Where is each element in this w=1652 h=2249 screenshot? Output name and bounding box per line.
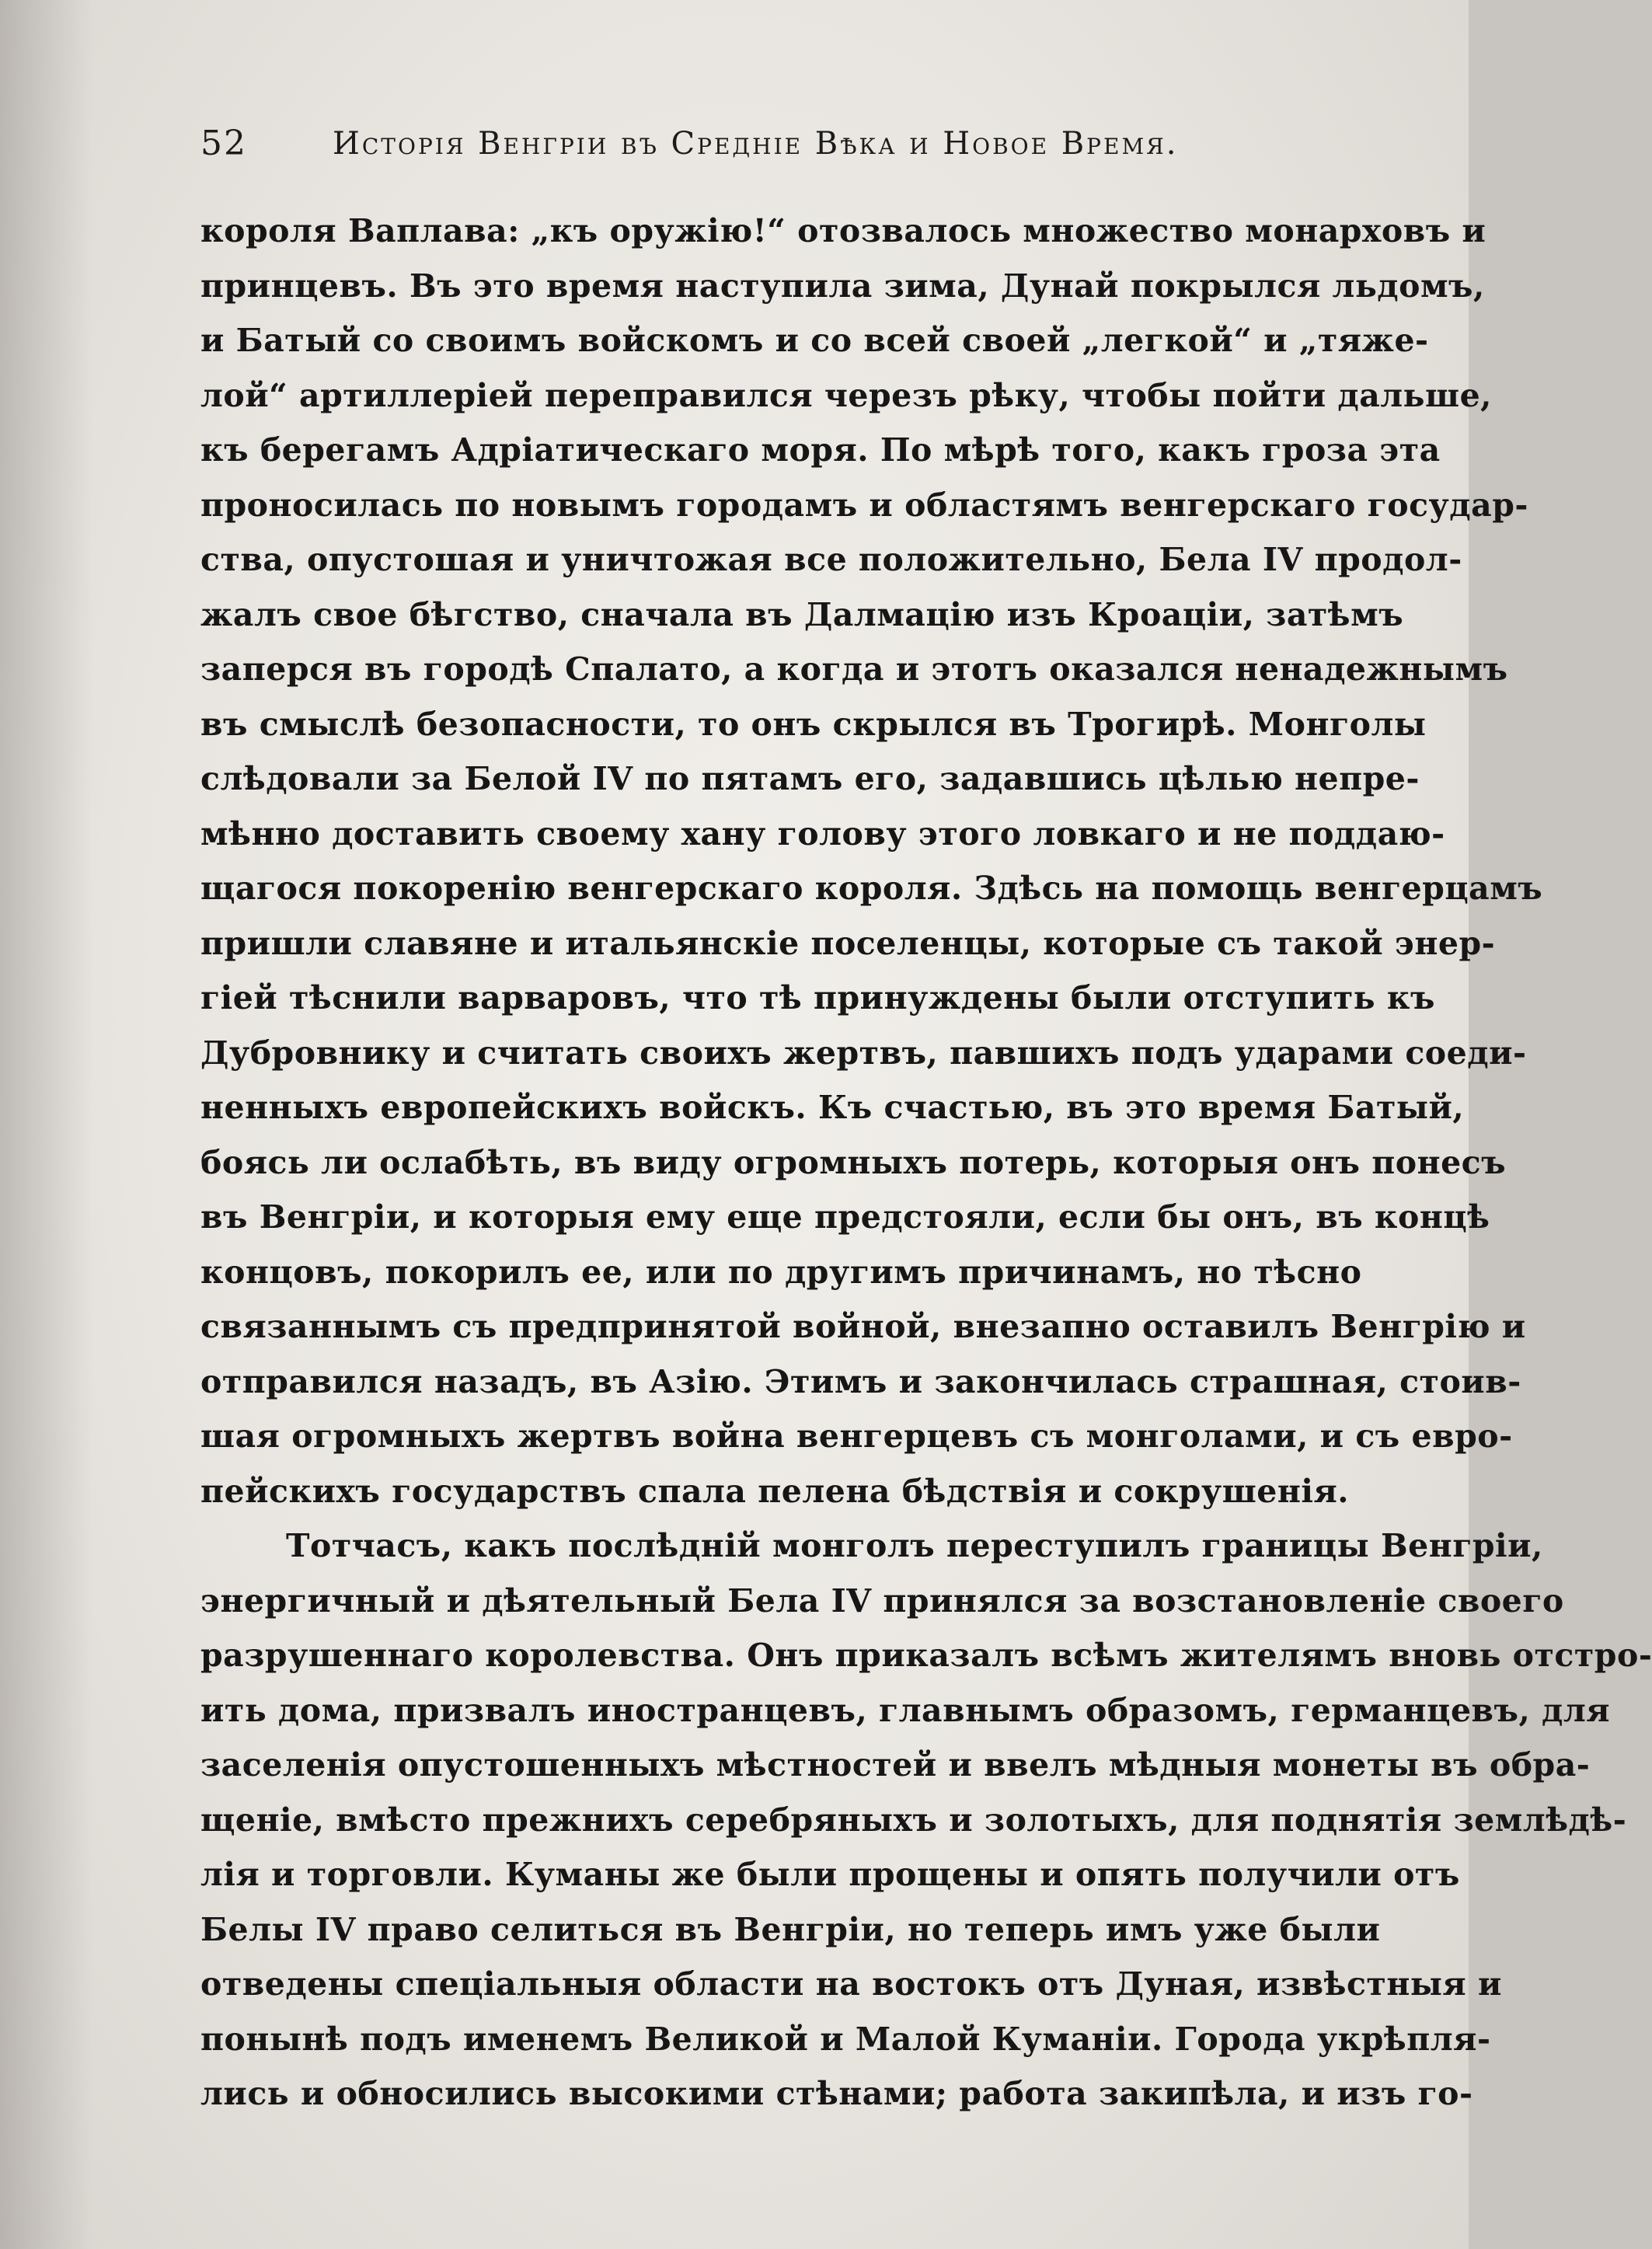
text-line: лись и обносились высокими стѣнами; работа закипѣла, и изъ го-	[200, 2075, 1473, 2112]
text-line: къ берегамъ Адріатическаго моря. По мѣрѣ того, какъ гроза эта	[200, 431, 1441, 469]
text-line: щеніе, вмѣсто прежнихъ серебряныхъ и золотыхъ, для поднятія землѣдѣ-	[200, 1801, 1627, 1839]
text-line: Белы IV право селиться въ Венгріи, но теперь имъ уже были	[200, 1910, 1381, 1948]
page-number: 52	[200, 124, 247, 163]
text-line: связаннымъ съ предпринятой войной, внезапно оставилъ Венгрію и	[200, 1308, 1526, 1345]
text-line: отправился назадъ, въ Азію. Этимъ и закончилась страшная, стоив-	[200, 1362, 1521, 1400]
text-line: въ Венгріи, и которыя ему еще предстояли, если бы онъ, въ концѣ	[200, 1198, 1490, 1236]
text-line: проносилась по новымъ городамъ и областямъ венгерскаго государ-	[200, 486, 1528, 524]
body-text	[200, 204, 1652, 2122]
text-line: гіей тѣснили варваровъ, что тѣ принуждены были отступить къ	[200, 979, 1435, 1016]
text-line: заперся въ городѣ Спалато, а когда и этотъ оказался ненадежнымъ	[200, 650, 1508, 688]
text-line: ненныхъ европейскихъ войскъ. Къ счастью, въ это время Батый,	[200, 1089, 1465, 1126]
text-line: принцевъ. Въ это время наступила зима, Дунай покрылся льдомъ,	[200, 267, 1485, 305]
text-line: концовъ, покорилъ ее, или по другимъ причинамъ, но тѣсно	[200, 1253, 1362, 1291]
text-line: Дубровнику и считать своихъ жертвъ, павшихъ подъ ударами соеди-	[200, 1034, 1527, 1072]
text-line: разрушеннаго королевства. Онъ приказалъ всѣмъ жителямъ вновь отстро-	[200, 1637, 1652, 1674]
paragraph-1	[200, 204, 1543, 1519]
text-line: Тотчасъ, какъ послѣдній монголъ переступилъ границы Венгріи,	[286, 1527, 1543, 1564]
page-header	[200, 117, 1335, 171]
text-line: жалъ свое бѣгство, сначала въ Далмацію изъ Кроаціи, затѣмъ	[200, 595, 1404, 633]
text-line: пришли славяне и итальянскіе поселенцы, которые съ такой энер-	[200, 924, 1496, 962]
text-line: слѣдовали за Белой IV по пятамъ его, задавшись цѣлью непре-	[200, 760, 1420, 797]
text-line: понынѣ подъ именемъ Великой и Малой Куманіи. Города укрѣпля-	[200, 2020, 1491, 2058]
paragraph-2	[200, 1519, 1652, 2122]
text-line: отведены спеціальныя области на востокъ отъ Дуная, извѣстныя и	[200, 1965, 1502, 2003]
text-line: щагося покоренію венгерскаго короля. Здѣсь на помощь венгерцамъ	[200, 870, 1543, 907]
text-line: шая огромныхъ жертвъ война венгерцевъ съ монголами, и съ евро-	[200, 1417, 1513, 1455]
text-line: мѣнно доставить своему хану голову этого ловкаго и не поддаю-	[200, 814, 1445, 853]
text-line: въ смыслѣ безопасности, то онъ скрылся въ Трогирѣ. Монголы	[200, 705, 1427, 743]
text-line: энергичный и дѣятельный Бела IV принялся за возстановленіе своего	[200, 1581, 1564, 1620]
text-line: боясь ли ослабѣть, въ виду огромныхъ потерь, которыя онъ понесъ	[200, 1143, 1507, 1181]
text-line: пейскихъ государствъ спала пелена бѣдствія и сокрушенія.	[200, 1472, 1350, 1510]
text-line: ства, опустошая и уничтожая все положительно, Бела IV продол-	[200, 541, 1462, 578]
text-line: короля Ваплава: „къ оружію!“ отозвалось множество монарховъ и	[200, 212, 1486, 249]
text-line: лой“ артиллеріей переправился черезъ рѣку, чтобы пойти дальше,	[200, 376, 1492, 414]
text-line: и Батый со своимъ войскомъ и со всей своей „легкой“ и „тяже-	[200, 322, 1429, 359]
text-line: ить дома, призвалъ иностранцевъ, главнымъ образомъ, германцевъ, для	[200, 1691, 1611, 1729]
text-line: заселенія опустошенныхъ мѣстностей и ввелъ мѣдныя монеты въ обра-	[200, 1746, 1591, 1784]
spine-shadow	[0, 0, 93, 2249]
running-title: Исторія Венгріи въ Средніе Вѣка и Новое Время.	[333, 126, 1179, 162]
text-line: лія и торговли. Куманы же были прощены и опять получили отъ	[200, 1856, 1460, 1893]
